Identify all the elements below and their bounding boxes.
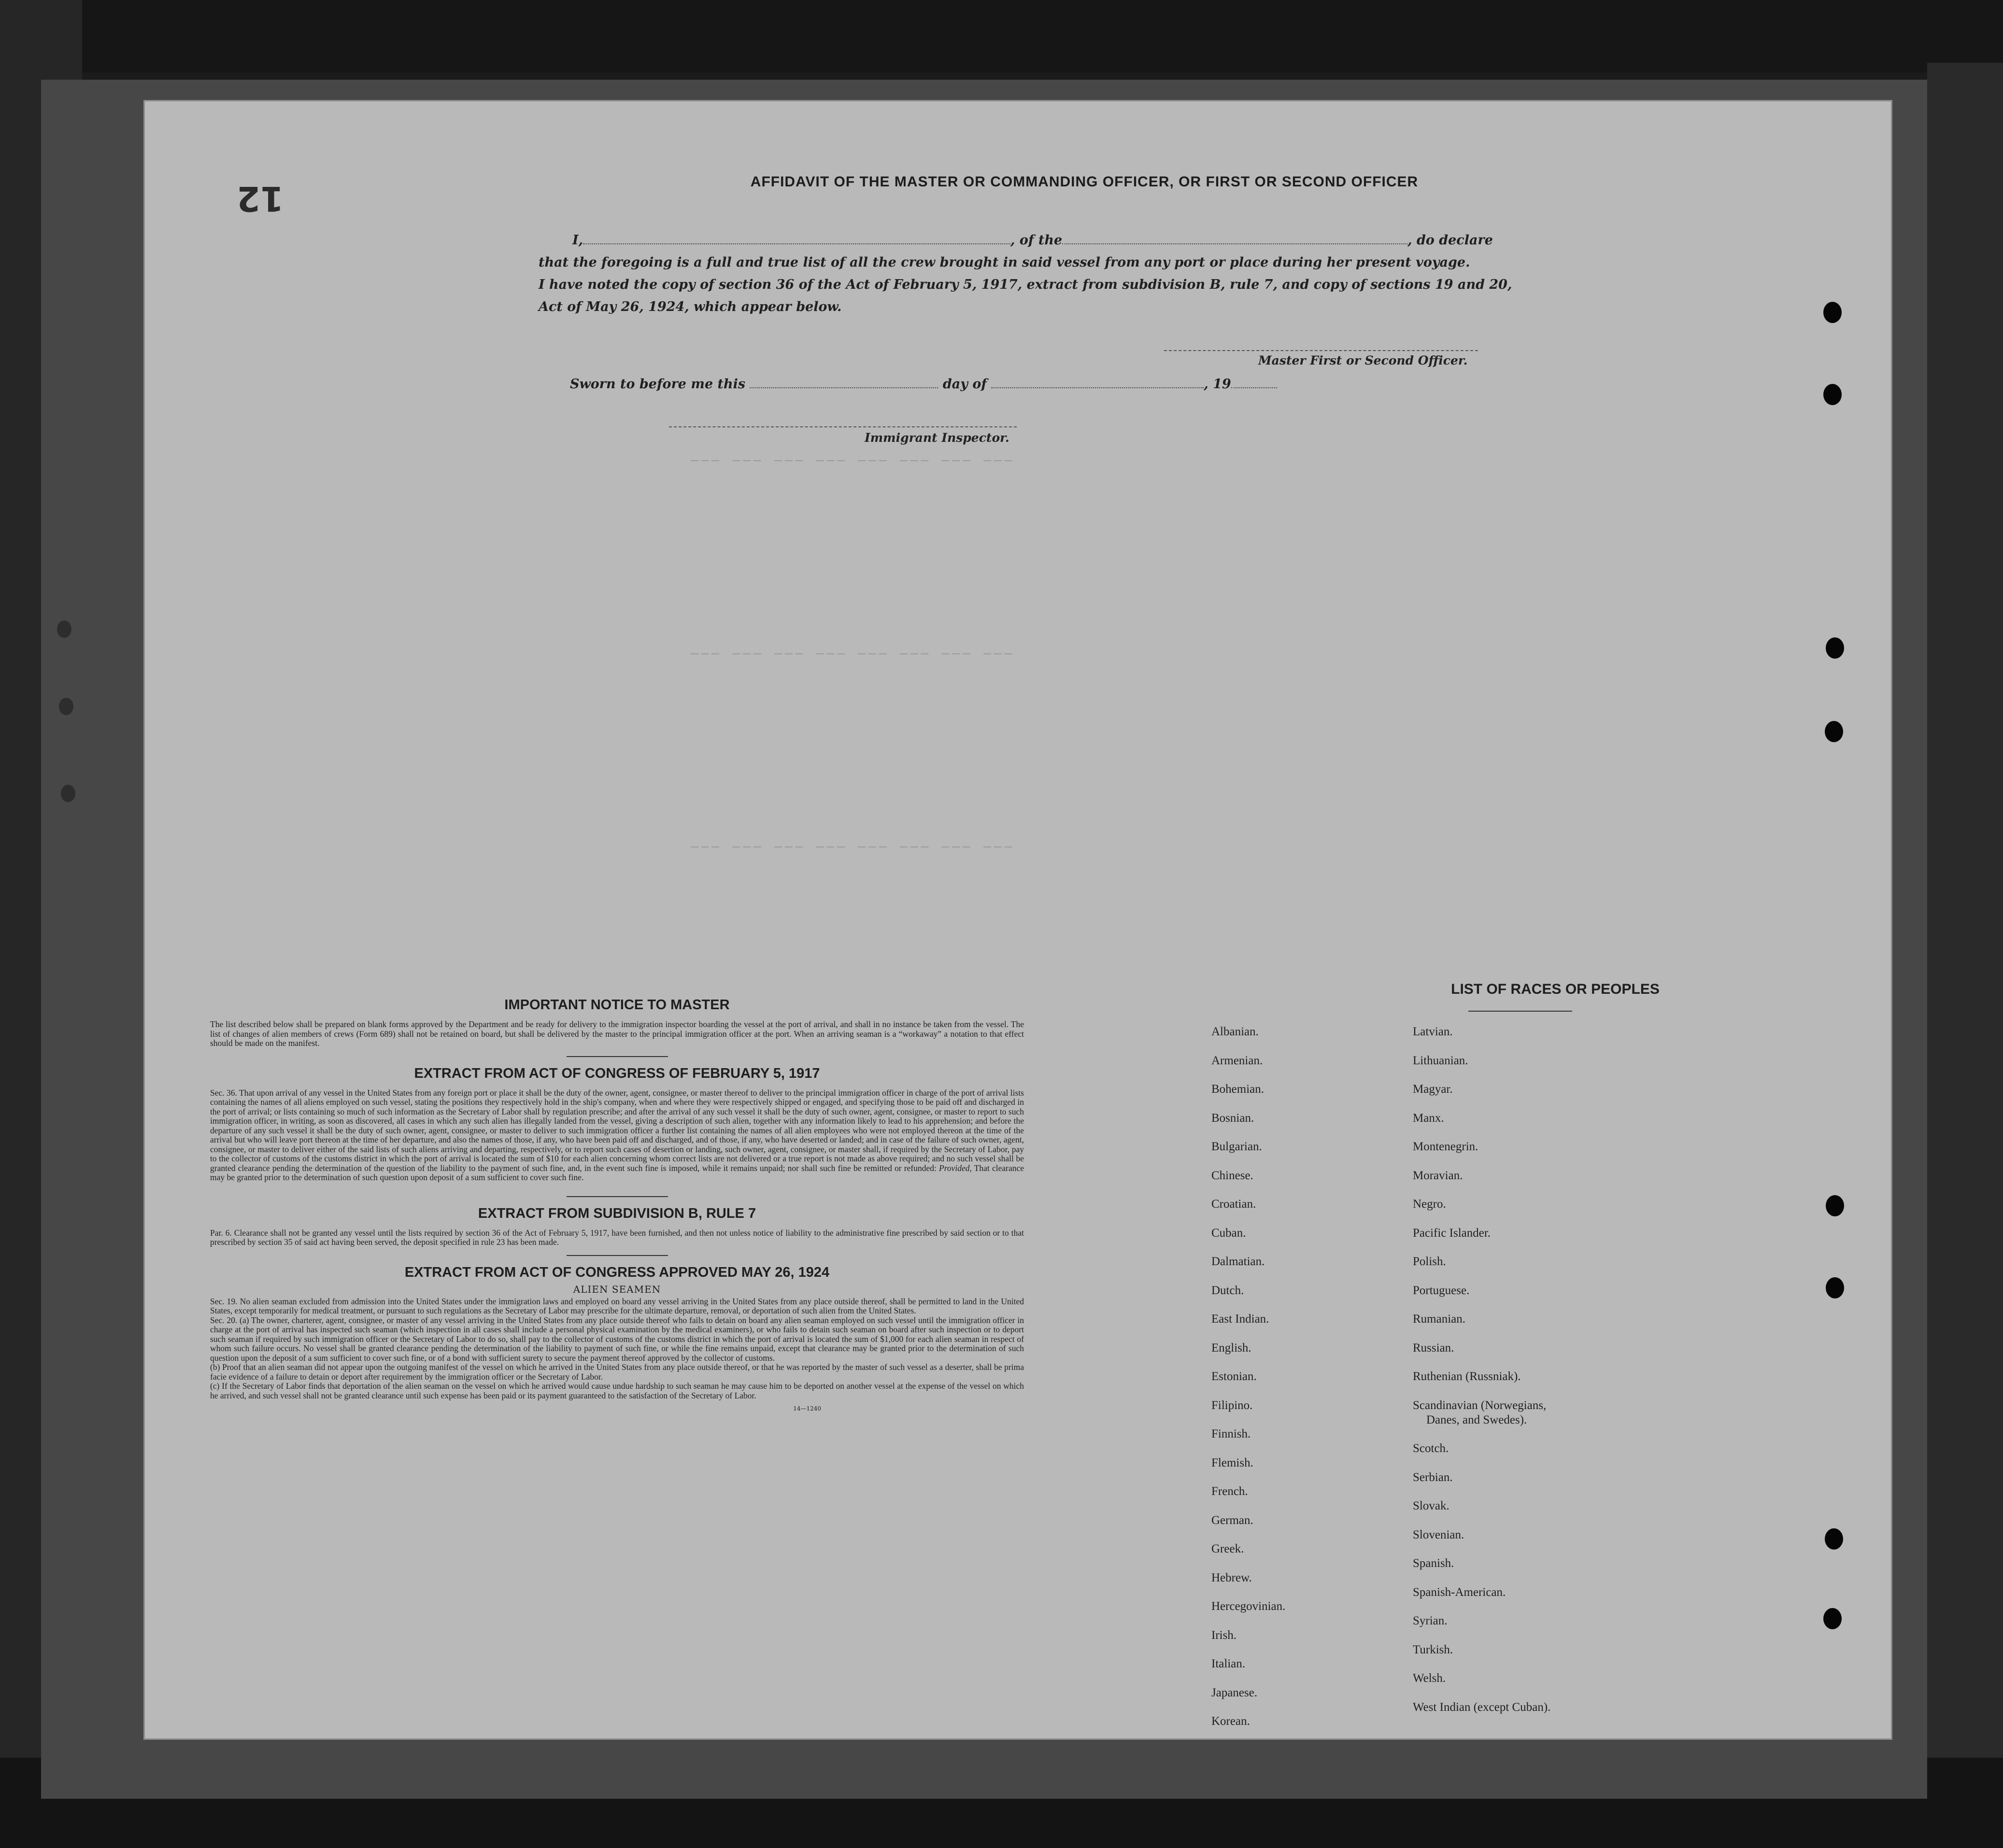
race-list-item: Croatian. [1211,1198,1256,1211]
race-list-item: Dalmatian. [1211,1255,1265,1268]
race-list-item: Cuban. [1211,1226,1246,1240]
bleed-through-text: ─── ─── ─── ─── ─── ─── ─── ─── [691,647,1015,662]
race-list-item: Albanian. [1211,1025,1259,1038]
race-list-item: Dutch. [1211,1284,1244,1297]
manifest-page [145,101,1891,1738]
legal-extracts-column [210,997,1024,1412]
race-list-item: West Indian (except Cuban). [1413,1700,1551,1714]
race-list-item: Filipino. [1211,1398,1253,1412]
race-list-item: Serbian. [1413,1470,1453,1484]
scan-border-right [1927,63,2003,1848]
race-list-item: Slovenian. [1413,1528,1464,1541]
race-list-item: Polish. [1413,1255,1446,1268]
race-list-item: Scotch. [1413,1442,1449,1455]
race-list-item: Slovak. [1413,1499,1449,1512]
binder-hole [1823,302,1842,323]
extract-1917-text: Sec. 36. That upon arrival of any vessel in the United States from any foreign port or place it shall be the duty of the owner, agent, consignee, or master thereof to deliver to the principal immigration officer in charge of the port of arrival lists containing the names of all aliens employed on such vessel, stating the positions they respectively hold in the ship's company, when and where they were respectively shipped or engaged, and specifying those to be paid off and discharged in the port of arrival; or lists containing so much of such information as the Secretary of Labor shall by regulation prescribe; and after the arrival of any such vessel it shall be the duty of such owner, agent, consignee, or master to report to such immigration officer, in writing, as soon as discovered, all cases in which any such alien has illegally landed from the vessel, giving a description of such alien, together with any information likely to lead to his apprehension; and before the departure of any such vessel it shall be the duty of such owner, agent, consignee, or master to deliver to such immigration officer a further list containing the names of all alien employees who were not employed thereon at the time of the arrival but who will leave port thereon at the time of her departure, and also the names of those, if any, who have been paid off and discharged, and of those, if any, who have deserted or landed; and in case of the failure of such owner, agent, consignee, or master to deliver either of the said lists of such aliens arriving and departing, respectively, or to report such cases of desertion or landing, such owner, agent, consignee, or master shall, if required by the Secretary of Labor, pay to the collector of customs of the customs district in which the port of arrival is located the sum of $10 for each alien concerning whom correct lists are not delivered or a true report is not made as above required; and no such vessel shall be granted clearance pending the determination of the question of the liability to the payment of such fine, and, in the event such fine is imposed, while it remains unpaid; nor shall such fine be remitted or refunded: Provided, That clearance may be granted prior to the determination of such question upon deposit of a sum sufficient to cover such fine. [210,1087,1024,1182]
section-divider [567,1056,668,1057]
race-list-item: Hebrew. [1211,1571,1252,1584]
binder-hole [59,698,73,715]
sworn-year-blank[interactable] [1231,378,1277,388]
extract-rule7-title: EXTRACT FROM SUBDIVISION B, RULE 7 [478,1205,756,1221]
race-list-item: Italian. [1211,1657,1246,1670]
race-list-item: French. [1211,1485,1248,1498]
race-list-item: Estonian. [1211,1370,1257,1383]
race-list-item: Danes, and Swedes). [1426,1413,1527,1426]
vessel-blank[interactable] [1062,234,1407,244]
binder-hole [1823,384,1842,405]
affidavit-text-line: Act of May 26, 1924, which appear below. [539,299,842,314]
race-list-item: Montenegrin. [1413,1140,1478,1153]
notice-title: IMPORTANT NOTICE TO MASTER [504,997,730,1013]
race-list-item: Syrian. [1413,1614,1448,1627]
affidavit-text-line: I have noted the copy of section 36 of the Act of February 5, 1917, extract from subdivision B, rule 7, and copy of sections 19 and 20, [539,277,1512,292]
sec19-text: Sec. 19. No alien seaman excluded from admission into the United States under the immigration laws and employed on board any vessel arriving in the United States from any place outside thereof, shall be permitted to land in the United States, except temporarily for medical treatment, or pursuant to such regulations as the Secretary of Labor may prescribe for the ultimate departure, removal, or deportation of such alien from the United States. [210,1296,1024,1315]
race-list-item: Hercegovinian. [1211,1600,1286,1613]
bleed-through-text: ─── ─── ─── ─── ─── ─── ─── ─── [691,454,1015,468]
race-list-item: Irish. [1211,1628,1237,1642]
races-left-column [1211,1025,1285,1738]
binder-hole [57,621,71,638]
race-list-item: Ruthenian (Russniak). [1413,1370,1521,1383]
binder-hole [1826,1277,1844,1298]
alien-seamen-subtitle: ALIEN SEAMEN [573,1283,661,1295]
extract-1917-title: EXTRACT FROM ACT OF CONGRESS OF FEBRUARY 5, 1917 [414,1065,820,1081]
sec20b-text: (b) Proof that an alien seaman did not appear upon the outgoing manifest of the vessel on which he arrived in the United States from any place outside thereof, or that he was reported by the master of such vessel as a deserter, shall be prima facie evidence of a failure to detain or deport after requirement by the immigration officer or the Secretary of Labor. [210,1362,1024,1382]
section-divider [567,1255,668,1256]
inspector-signature-label: Immigrant Inspector. [865,431,1009,445]
race-list-item: Lithuanian. [1413,1054,1468,1067]
race-list-item: Scandinavian (Norwegians, [1413,1398,1547,1412]
race-list-item: Portuguese. [1413,1284,1470,1297]
races-list-title: LIST OF RACES OR PEOPLES [1451,981,1660,997]
race-list-item: Pacific Islander. [1413,1226,1491,1240]
affidavit-title: AFFIDAVIT OF THE MASTER OR COMMANDING OFFICER, OR FIRST OR SECOND OFFICER [750,174,1419,190]
race-list-item: Latvian. [1413,1025,1453,1038]
affidavit-declaration-line: I, , of the , do declare [572,233,1493,248]
race-list-item: Magyar. [1413,1083,1453,1096]
race-list-item: Japanese. [1211,1686,1258,1699]
name-blank[interactable] [583,234,1010,244]
notice-text: The list described below shall be prepared on blank forms approved by the Department and be ready for delivery to the immigration inspector boarding the vessel at the port of arrival, and shall in no instance be taken from the vessel. The list of changes of alien members of crews (Form 689) shall not be retained on board, but shall be delivered by the master to the principal immigration officer at the port. When an arriving seaman is a “workaway” a notation to that effect should be made on the manifest. [210,1019,1024,1048]
race-list-item: Rumanian. [1413,1312,1466,1326]
race-list-item: English. [1211,1341,1251,1354]
binder-hole [1825,721,1843,742]
race-list-item: German. [1211,1513,1253,1527]
bleed-through-text: ─── ─── ─── ─── ─── ─── ─── ─── [691,840,1015,855]
race-list-item: Turkish. [1413,1643,1453,1656]
race-list-item: Armenian. [1211,1054,1263,1067]
race-list-item: Manx. [1413,1111,1444,1125]
scan-border-top [0,0,2003,72]
race-list-item: Welsh. [1413,1672,1446,1685]
binder-hole [1826,637,1844,659]
binder-hole [1825,1528,1843,1550]
binder-hole [1823,1608,1842,1629]
master-signature-label: Master First or Second Officer. [1258,353,1468,367]
inspector-signature-line[interactable] [669,426,1017,427]
race-list-item: Moravian. [1413,1169,1463,1182]
races-right-column [1413,1025,1550,1729]
extract-1924-title: EXTRACT FROM ACT OF CONGRESS APPROVED MAY 26, 1924 [404,1264,830,1280]
race-list-item: Korean. [1211,1715,1250,1728]
race-list-item: Flemish. [1211,1456,1253,1469]
races-title-underline [1468,1011,1572,1012]
extract-rule7-text: Par. 6. Clearance shall not be granted any vessel until the lists required by section 36 of the Act of February 5, 1917, have been furnished, and then not unless notice of liability to the administrative fine prescribed by said section or to that prescribed by section 35 of said act having been served, the deposit specified in rule 23 has been made. [210,1227,1024,1247]
race-list-item: Spanish-American. [1413,1585,1506,1599]
affidavit-text-line: that the foregoing is a full and true list of all the crew brought in said vessel from any port or place during her present voyage. [539,255,1470,270]
race-list-item: Bohemian. [1211,1083,1264,1096]
race-list-item: Negro. [1413,1198,1446,1211]
race-list-item: Bosnian. [1211,1111,1254,1125]
binder-hole [1826,1195,1844,1216]
race-list-item: Greek. [1211,1542,1244,1555]
sworn-month-blank[interactable] [991,378,1204,388]
sec20a-text: Sec. 20. (a) The owner, charterer, agent, consignee, or master of any vessel arriving in the United States from any place outside thereof who fails to detain on board any alien seaman employed on such vessel until the immigration officer in charge at the port of arrival has inspected such seaman (which inspection in all cases shall include a personal physical examination by the medical examiners), or who fails to detain such seaman on board after such inspection or to deport such seaman if required by such immigration officer or the Secretary of Labor to do so, shall pay to the collector of customs of the customs district in which the port of arrival is located the sum of $1,000 for each alien seaman in respect of whom such failure occurs. No vessel shall be granted clearance pending the determination of the liability to payment of such fine, or while the fine remains unpaid, except that clearance may be granted prior to the determination of such question upon the deposit of a sum sufficient to cover such fine, or of a bond with sufficient surety to secure the payment thereof approved by the collector of customs. [210,1315,1024,1363]
form-code: 14—1240 [793,1405,821,1412]
race-list-item: Spanish. [1413,1557,1454,1570]
binder-hole [61,785,75,802]
sworn-line: Sworn to before me this day of , 19 [570,377,1277,392]
race-list-item: East Indian. [1211,1312,1269,1326]
sworn-day-blank[interactable] [750,378,938,388]
race-list-item: Finnish. [1211,1427,1251,1440]
race-list-item: Russian. [1413,1341,1454,1354]
section-divider [567,1196,668,1197]
race-list-item: Bulgarian. [1211,1140,1262,1153]
sec20c-text: (c) If the Secretary of Labor finds that deportation of the alien seaman on the vessel on which he arrived would cause undue hardship to such seaman he may cause him to be deported on another vessel at the expense of the vessel on which he arrived, and such vessel shall not be granted clearance until such expense has been paid or its payment guaranteed to the satisfaction of the Secretary of Labor. [210,1381,1024,1400]
race-list-item: Chinese. [1211,1169,1253,1182]
page-number: 12 [237,179,284,218]
master-signature-line[interactable] [1164,350,1478,351]
